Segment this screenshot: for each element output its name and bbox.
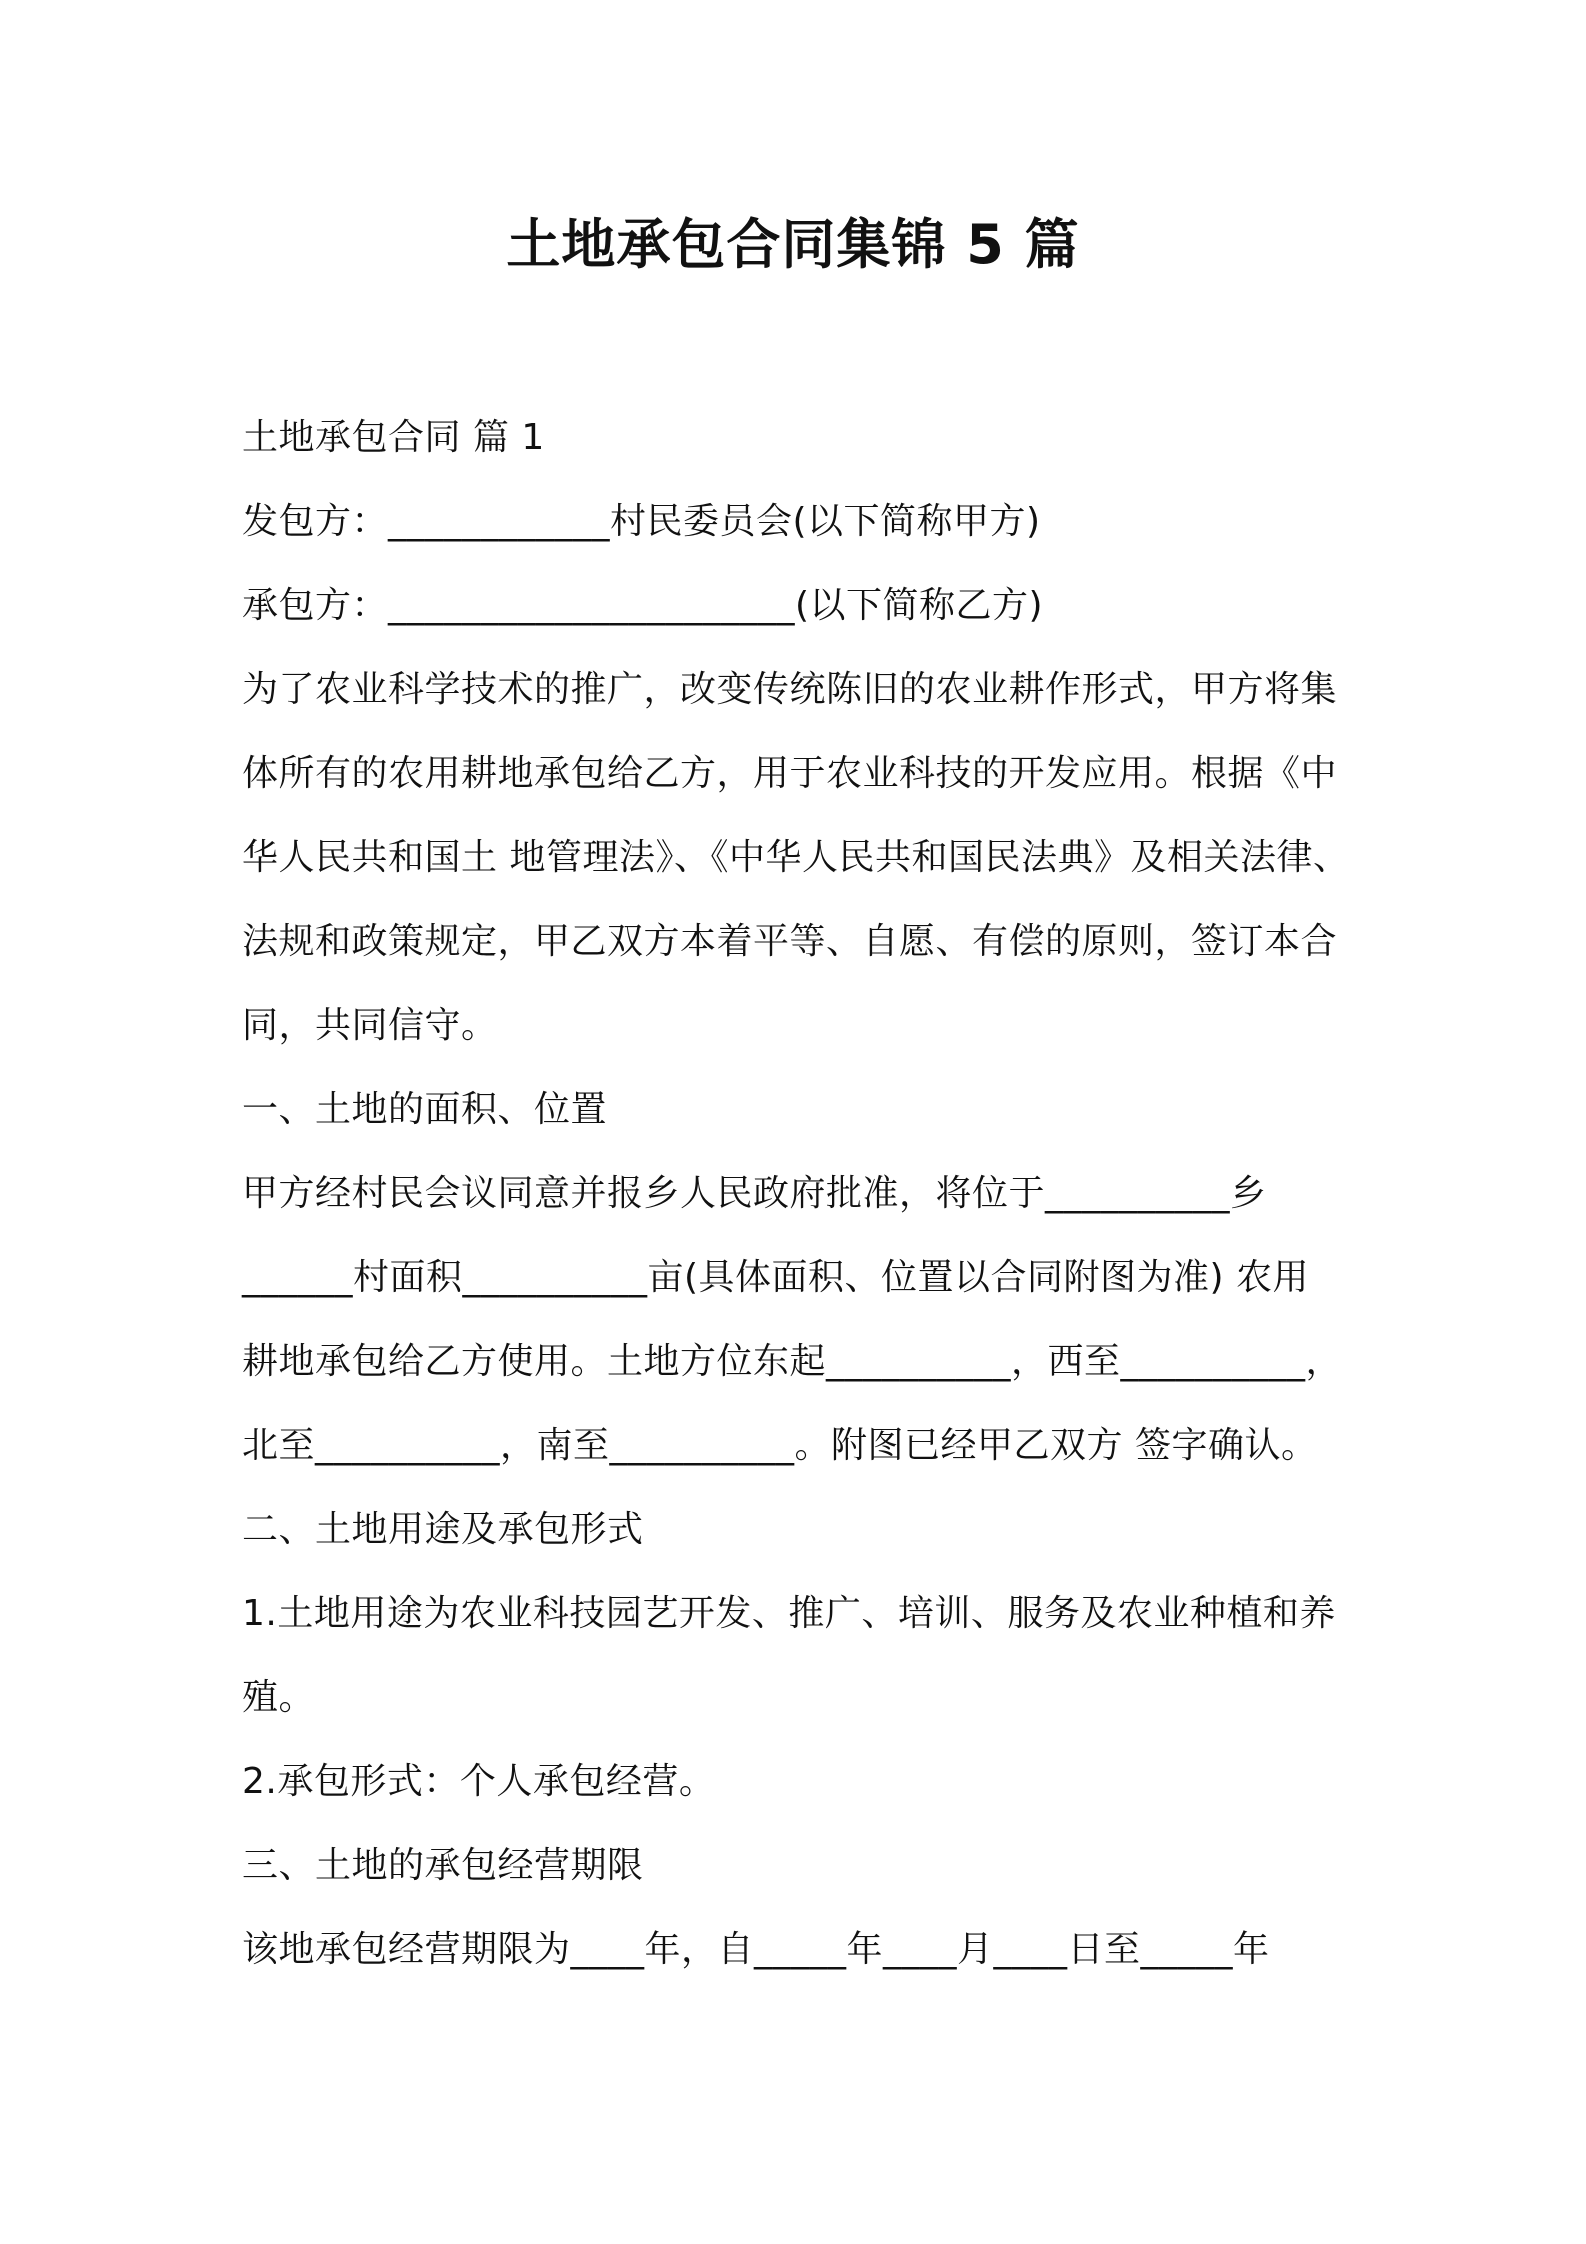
paragraph-line: 耕地承包给乙方使用。土地方位东起__________，西至__________，: [242, 1341, 1343, 1382]
section-heading-1: 一、土地的面积、位置: [242, 1089, 608, 1130]
paragraph-line: 殖。: [242, 1677, 316, 1718]
paragraph-line: 体所有的农用耕地承包给乙方，用于农业科技的开发应用。根据《中: [242, 753, 1338, 794]
paragraph-line: 同，共同信守。: [242, 1005, 498, 1046]
paragraph-line: 为了农业科学技术的推广，改变传统陈旧的农业耕作形式，甲方将集: [242, 669, 1338, 710]
paragraph-line: 2.承包形式：个人承包经营。: [242, 1761, 716, 1802]
paragraph-line: ______村面积__________亩(具体面积、位置以合同附图为准) 农用: [242, 1257, 1310, 1298]
party-a-line: 发包方：____________村民委员会(以下简称甲方): [242, 501, 1041, 542]
section-heading-2: 二、土地用途及承包形式: [242, 1509, 644, 1550]
paragraph-line: 甲方经村民会议同意并报乡人民政府批准，将位于__________乡: [242, 1173, 1267, 1214]
paragraph-line: 法规和政策规定，甲乙双方本着平等、自愿、有偿的原则，签订本合: [242, 921, 1338, 962]
section-heading-3: 三、土地的承包经营期限: [242, 1845, 644, 1886]
paragraph-line: 1.土地用途为农业科技园艺开发、推广、培训、服务及农业种植和养: [242, 1593, 1336, 1634]
paragraph-line: 北至__________，南至__________。附图已经甲乙双方 签字确认。: [242, 1425, 1318, 1466]
party-b-line: 承包方：______________________(以下简称乙方): [242, 585, 1044, 626]
document-title: 土地承包合同集锦 5 篇: [506, 213, 1080, 276]
contract-heading-1: 土地承包合同 篇 1: [242, 417, 545, 458]
paragraph-line: 华人民共和国土 地管理法》、《中华人民共和国民法典》及相关法律、: [242, 837, 1350, 878]
paragraph-line: 该地承包经营期限为____年，自_____年____月____日至_____年: [242, 1929, 1270, 1970]
